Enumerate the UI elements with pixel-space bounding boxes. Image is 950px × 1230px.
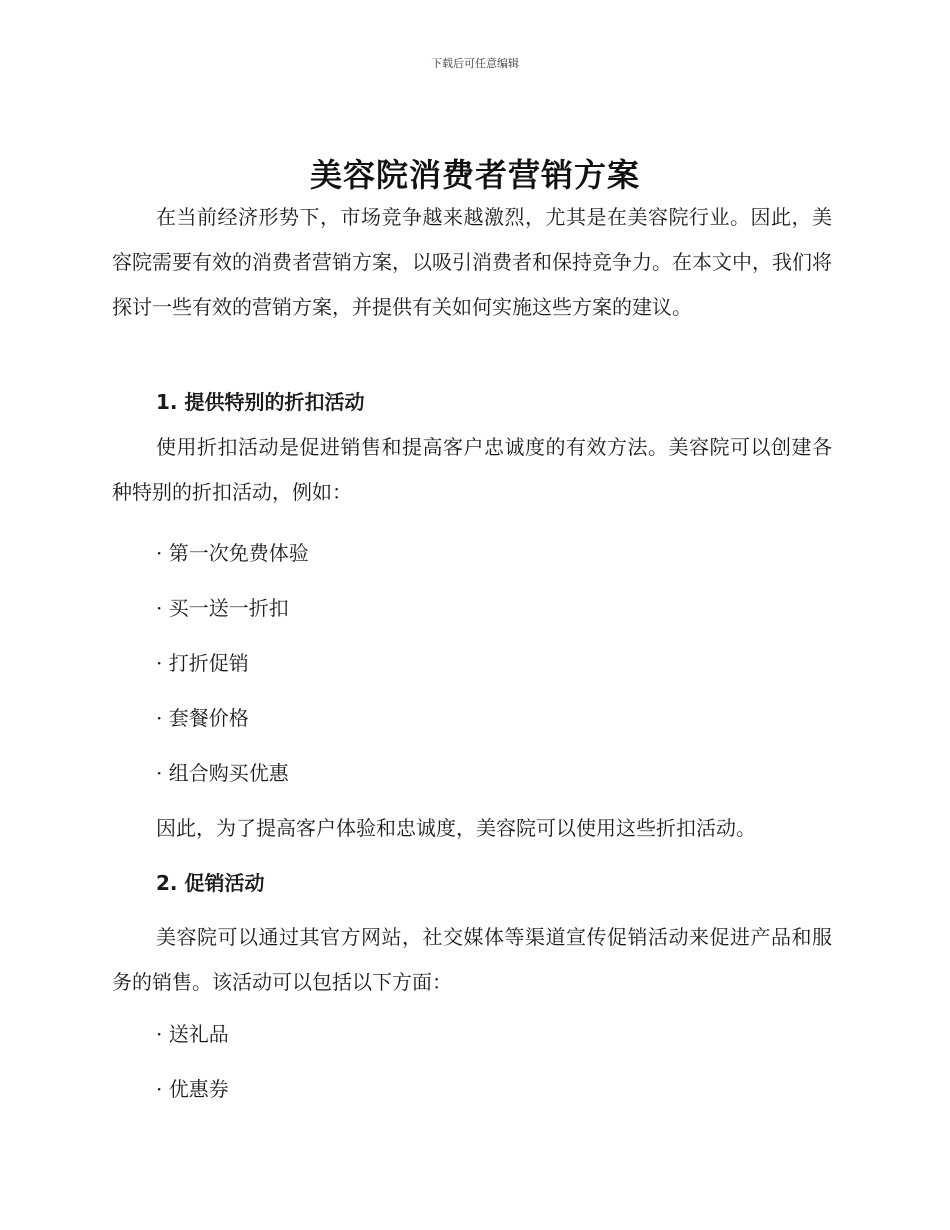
intro-paragraph: 在当前经济形势下，市场竞争越来越激烈，尤其是在美容院行业。因此，美容院需要有效的消费者营销方案，以吸引消费者和保持竞争力。在本文中，我们将探讨一些有效的营销方案，并提供有关如何实施这些方案的建议。 <box>112 205 832 319</box>
list-item: · 组合购买优惠 <box>156 761 289 785</box>
list-item: · 买一送一折扣 <box>156 596 289 620</box>
list-item: · 第一次免费体验 <box>156 541 309 565</box>
document-title: 美容院消费者营销方案 <box>309 156 640 194</box>
section-2-heading: 2. 促销活动 <box>156 871 265 895</box>
list-item: · 优惠券 <box>156 1077 229 1101</box>
section-1-heading: 1. 提供特别的折扣活动 <box>156 390 365 414</box>
section-2-intro: 美容院可以通过其官方网站，社交媒体等渠道宣传促销活动来促进产品和服务的销售。该活动可以包括以下方面： <box>112 925 832 994</box>
list-item: · 送礼品 <box>156 1022 229 1046</box>
list-item: · 打折促销 <box>156 651 249 675</box>
header-note: 下载后可任意编辑 <box>431 57 519 70</box>
section-1-intro: 使用折扣活动是促进销售和提高客户忠诚度的有效方法。美容院可以创建各种特别的折扣活动，例如： <box>112 435 832 504</box>
section-1-conclusion: 因此，为了提高客户体验和忠诚度，美容院可以使用这些折扣活动。 <box>156 816 756 840</box>
list-item: · 套餐价格 <box>156 706 249 730</box>
